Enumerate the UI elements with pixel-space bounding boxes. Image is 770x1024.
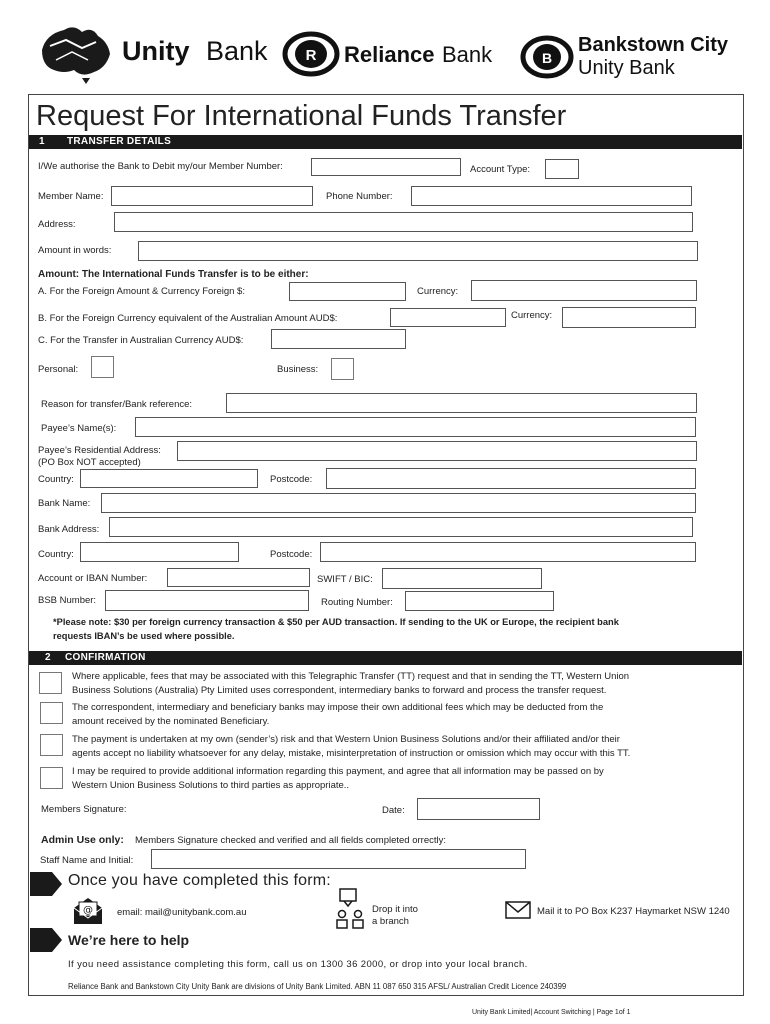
admin-text: Members Signature checked and verified and all fields completed orrectly: [135,835,447,846]
confirm-checkbox-2[interactable] [40,702,63,724]
confirm-text-2b: amount received by the nominated Beneficiary. [72,716,270,727]
payee-address-label: Payee’s Residential Address: [38,445,161,456]
reliance-bold-text: Reliance [344,42,435,67]
date-label: Date: [382,805,405,816]
mail-text: Mail it to PO Box K237 Haymarket NSW 1240 [537,906,730,917]
reason-label: Reason for transfer/Bank reference: [41,399,193,410]
payee-address-input[interactable] [177,441,697,461]
confirm-text-3b: agents accept no liability whatsoever for any delay, mistake, misinterpretation of instruction or omission which may occur with this TT. [72,748,631,759]
staff-input[interactable] [151,849,526,869]
postcode-label: Postcode: [270,474,313,485]
arrow-marker-icon-2 [30,928,62,952]
currency-b-input[interactable] [562,307,696,328]
confirm-text-2a: The correspondent, intermediary and beneficiary banks may impose their own additional fees which may be deducted from the [72,702,604,713]
bankstown-line2: Unity Bank [578,57,675,79]
currency-b-label: Currency: [511,310,553,321]
personal-label: Personal: [38,364,79,375]
section-number: 2 [45,652,51,663]
footer-legal: Reliance Bank and Bankstown City Unity Bank are divisions of Unity Bank Limited. ABN 11 087 650 315 AFSL/ Australian Credit Licence 240399 [68,982,567,991]
foreign-amount-input[interactable] [289,282,406,301]
page-title: Request For International Funds Transfer [36,100,567,132]
bank-postcode-input[interactable] [320,542,696,562]
address-input[interactable] [114,212,693,232]
admin-heading: Admin Use only: [41,834,124,846]
confirm-checkbox-1[interactable] [39,672,62,694]
currency-a-label: Currency: [417,286,459,297]
confirm-text-4a: I may be required to provide additional information regarding this payment, and agree that all information may be passed on by [72,766,604,777]
swift-input[interactable] [382,568,542,589]
confirm-text-3a: The payment is undertaken at my own (sender’s) risk and that Western Union Business Solutions and/or their affiliated and/or their [72,734,620,745]
svg-text:B: B [541,50,553,66]
bank-country-input[interactable] [80,542,239,562]
section-title: CONFIRMATION [65,652,146,663]
unity-bold-text: Unity [122,36,190,66]
payee-name-input[interactable] [135,417,696,437]
help-text: If you need assistance completing this form, call us on 1300 36 2000, or drop into your local branch. [68,959,528,970]
page-footer: Unity Bank Limited| Account Switching | Page 1of 1 [472,1009,631,1016]
payee-address-note: (PO Box NOT accepted) [38,457,141,468]
svg-text:@: @ [83,905,93,916]
option-b-label: B. For the Foreign Currency equivalent of the Australian Amount AUD$: [38,313,338,324]
option-a-label: A. For the Foreign Amount & Currency Foreign $: [38,286,245,297]
section-bar-confirmation [29,651,742,665]
iban-label: Account or IBAN Number: [38,573,148,584]
swift-label: SWIFT / BIC: [317,574,373,585]
confirm-text-1a: Where applicable, fees that may be associated with this Telegraphic Transfer (TT) request and that in sending the TT, Western Union [72,671,630,682]
reliance-emblem-icon [282,30,340,78]
bank-address-input[interactable] [109,517,693,537]
envelope-icon [505,901,531,919]
section-bar-transfer-details [29,135,742,149]
unity-light-text: Bank [206,36,268,66]
option-c-label: C. For the Transfer in Australian Currency AUD$: [38,335,244,346]
svg-text:R: R [305,47,317,64]
section-title: TRANSFER DETAILS [67,136,172,147]
reliance-bank-logo [282,30,512,80]
phone-input[interactable] [411,186,692,206]
amount-words-label: Amount in words: [38,245,112,256]
bank-address-label: Bank Address: [38,524,100,535]
postcode-input[interactable] [326,468,696,489]
confirm-checkbox-4[interactable] [40,767,63,789]
country-input[interactable] [80,469,258,488]
bankstown-emblem-icon [520,34,574,80]
country-label: Country: [38,474,74,485]
confirm-checkbox-3[interactable] [40,734,63,756]
address-label: Address: [38,219,76,230]
arrow-marker-icon [30,872,62,896]
reason-input[interactable] [226,393,697,413]
completed-heading: Once you have completed this form: [68,872,331,889]
fee-note-line1: *Please note: $30 per foreign currency transaction & $50 per AUD transaction. If sending to the UK or Europe, the recipient bank [53,617,619,627]
staff-label: Staff Name and Initial: [40,855,134,866]
member-name-label: Member Name: [38,191,104,202]
routing-input[interactable] [405,591,554,611]
bank-postcode-label: Postcode: [270,549,313,560]
bank-name-input[interactable] [101,493,696,513]
bank-name-label: Bank Name: [38,498,91,509]
section-number: 1 [39,136,45,147]
help-heading: We’re here to help [68,932,190,948]
bankstown-line1: Bankstown City [578,34,729,56]
personal-checkbox[interactable] [91,356,114,378]
payee-name-label: Payee’s Name(s): [41,423,117,434]
reliance-light-text: Bank [442,42,493,67]
routing-label: Routing Number: [321,597,393,608]
aud-transfer-input[interactable] [271,329,406,349]
business-label: Business: [277,364,319,375]
drop-text-line1: Drop it into [372,904,418,915]
currency-a-input[interactable] [471,280,697,301]
member-name-input[interactable] [111,186,313,206]
drop-text-line2: a branch [372,916,409,927]
aud-amount-input[interactable] [390,308,506,327]
date-input[interactable] [417,798,540,820]
authorise-label: I/We authorise the Bank to Debit my/our Member Number: [38,161,283,172]
bankstown-logo [520,30,755,84]
email-icon [72,896,104,926]
phone-label: Phone Number: [326,191,393,202]
member-number-input[interactable] [311,158,461,176]
confirm-text-1b: Business Solutions (Australia) Pty Limited uses correspondent, intermediary banks to forward and process the transfer request. [72,685,607,696]
bank-country-label: Country: [38,549,74,560]
australia-map-icon [36,20,116,84]
amount-heading: Amount: The International Funds Transfer is to be either: [38,269,309,280]
bsb-label: BSB Number: [38,595,97,606]
iban-input[interactable] [167,568,310,587]
bsb-input[interactable] [105,590,309,611]
branch-people-icon [334,888,366,930]
signature-label: Members Signature: [41,804,127,815]
fee-note-line2: requests IBAN’s be used where possible. [53,631,235,641]
account-type-label: Account Type: [470,164,531,175]
confirm-text-4b: Western Union Business Solutions to third parties as appropriate.. [72,780,350,791]
email-text[interactable]: email: mail@unitybank.com.au [117,907,247,918]
account-type-input[interactable] [545,159,579,179]
business-checkbox[interactable] [331,358,354,380]
amount-words-input[interactable] [138,241,698,261]
unity-bank-logo [36,20,281,84]
